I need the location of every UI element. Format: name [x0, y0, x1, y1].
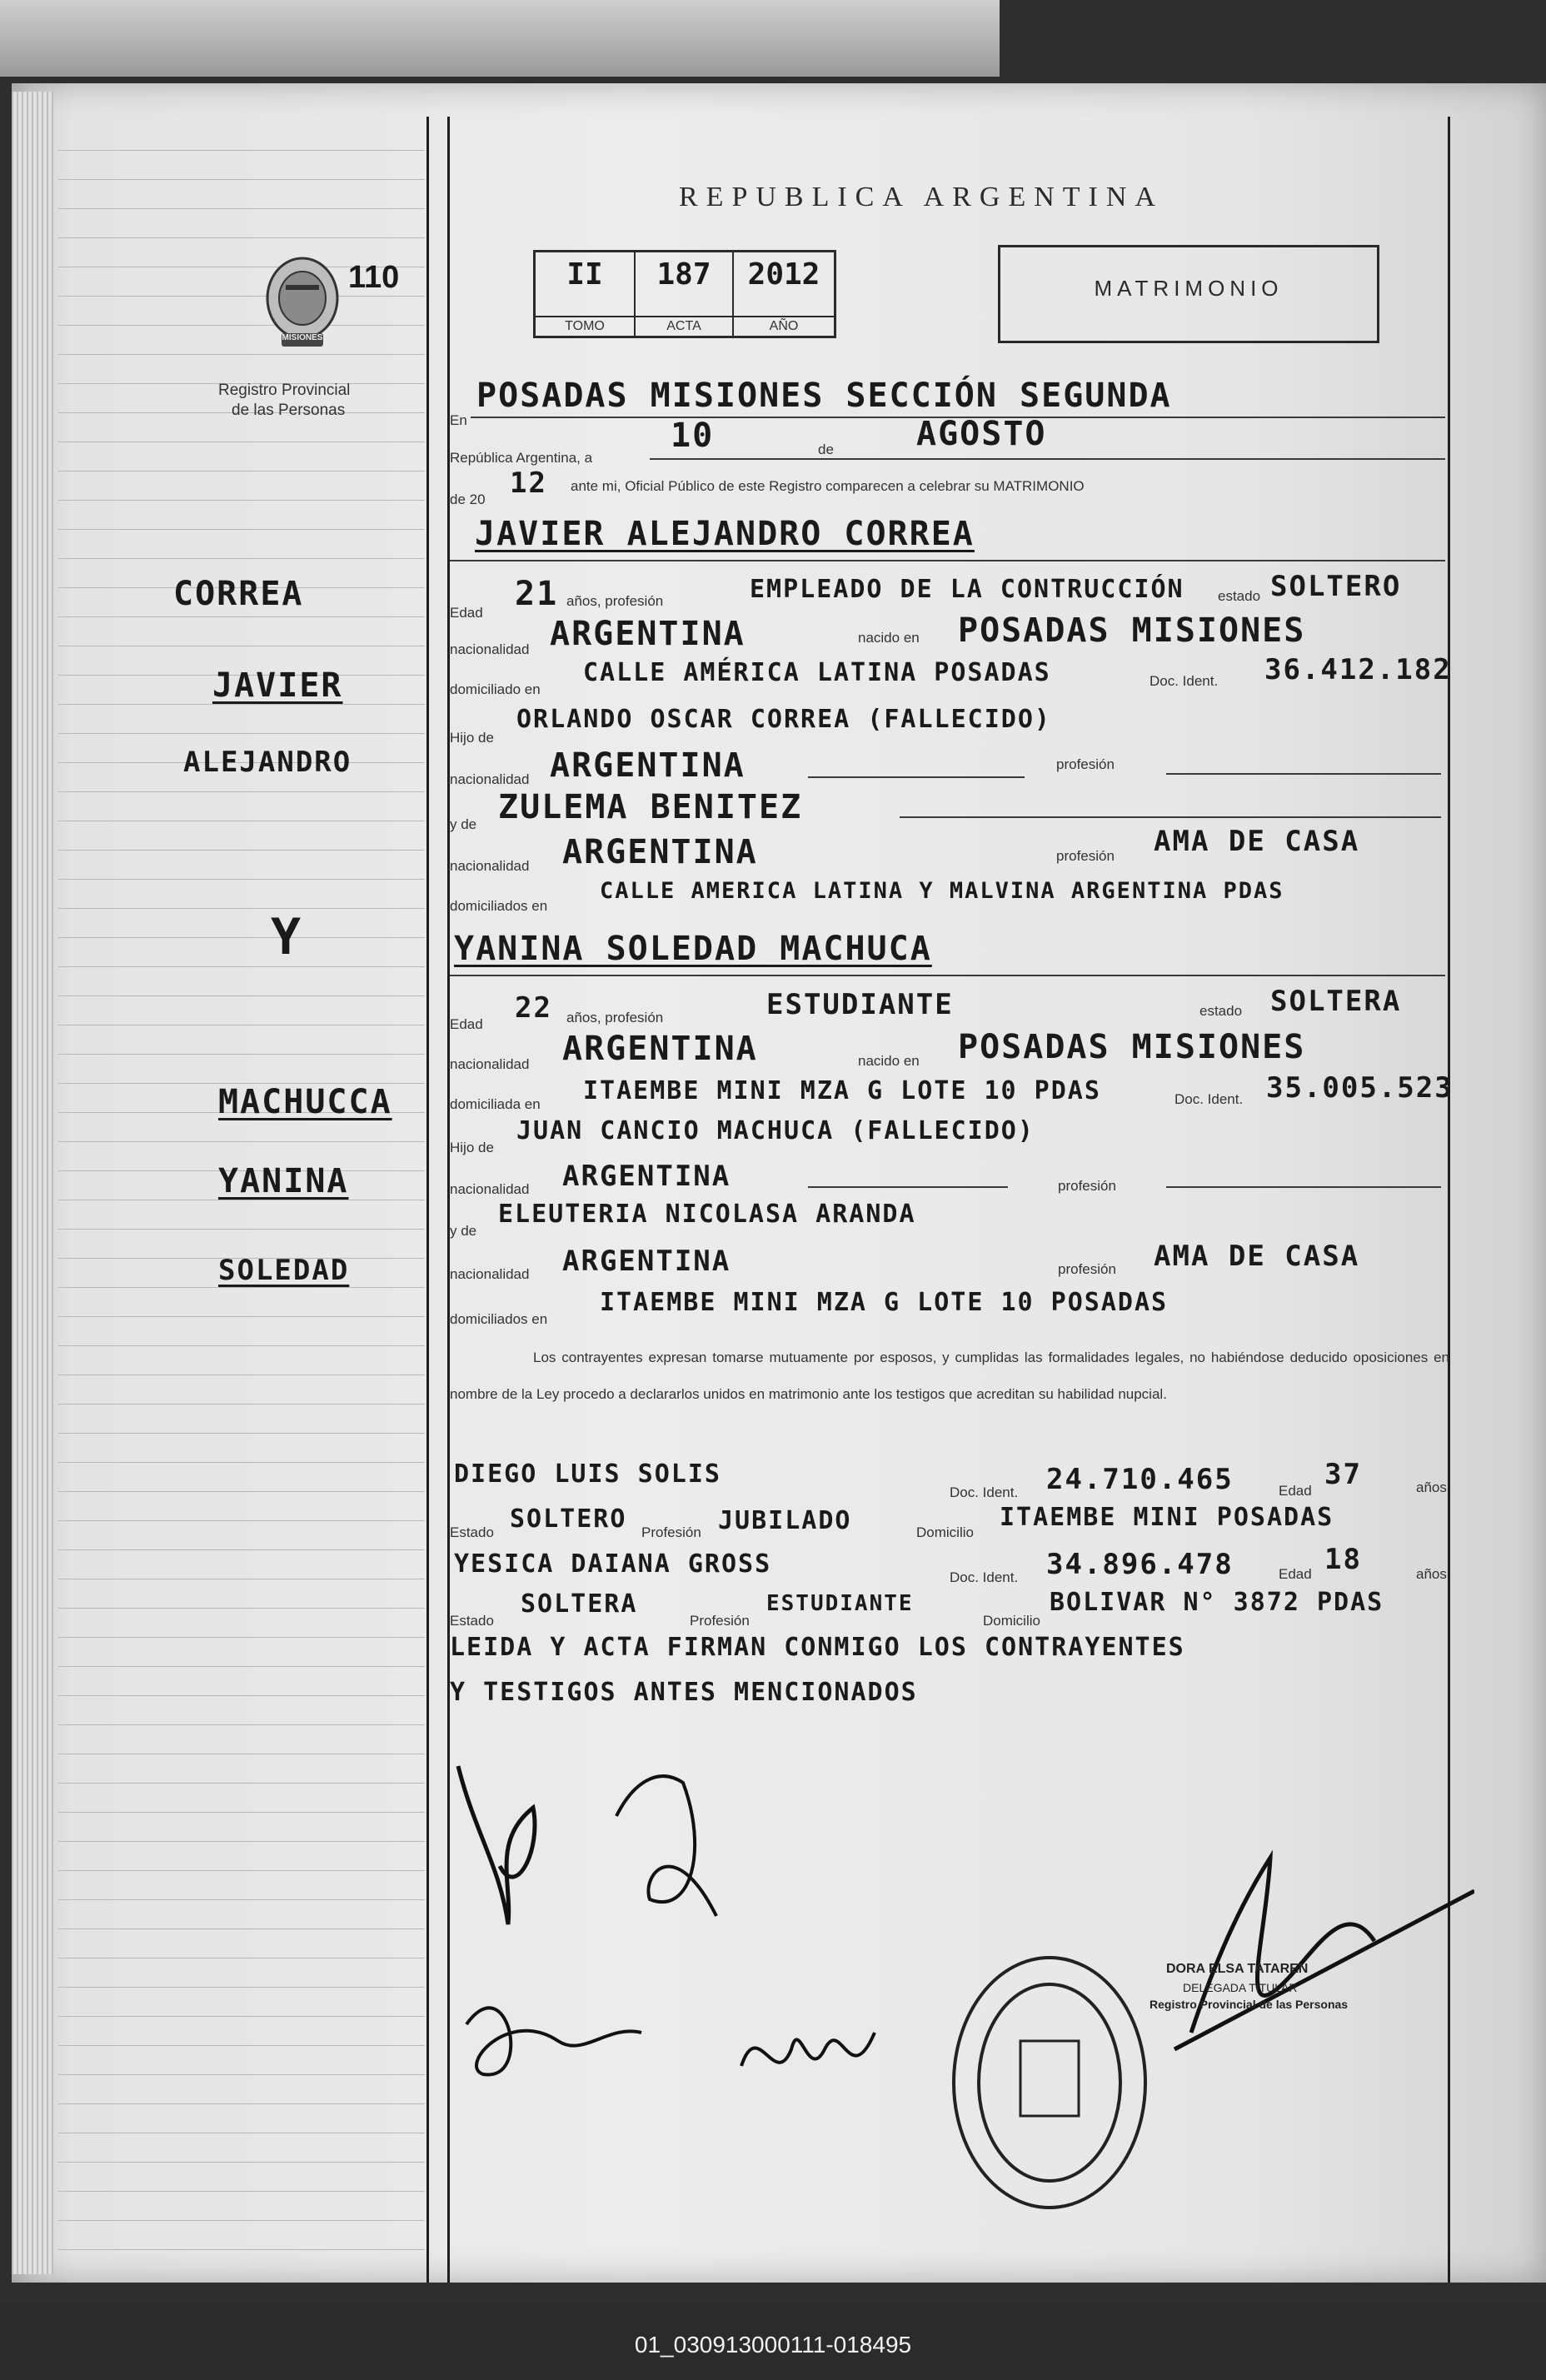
groom-mother-profession-label: profesión	[1056, 848, 1115, 864]
year-prefix: de 20	[450, 491, 486, 507]
witness1-edad-label: Edad	[1279, 1483, 1312, 1499]
officer-registry: Registro Provincial de las Personas	[1150, 1998, 1349, 2011]
witness2-doc-label: Doc. Ident.	[950, 1569, 1019, 1585]
ceremony-month: AGOSTO	[916, 415, 1047, 453]
bride-domiciliados-label: domiciliados en	[450, 1311, 548, 1327]
witness2-profesion-label: Profesión	[690, 1613, 750, 1629]
witness2-doc: 34.896.478	[1046, 1548, 1234, 1581]
margin-ruled-line	[58, 879, 425, 880]
margin-ruled-line	[58, 1054, 425, 1055]
margin-groom-surname: CORREA	[173, 575, 304, 613]
bride-mother-nationality: ARGENTINA	[562, 1245, 731, 1278]
groom-profession: EMPLEADO DE LA CONTRUCCIÓN	[750, 575, 1184, 604]
ceremony-place: POSADAS MISIONES SECCIÓN SEGUNDA	[476, 377, 1172, 415]
margin-ruled-line	[58, 1316, 425, 1317]
margin-ruled-line	[58, 937, 425, 938]
margin-ruled-line	[58, 1812, 425, 1813]
groom-doc: 36.412.182	[1264, 653, 1452, 686]
bride-doc-label: Doc. Ident.	[1174, 1091, 1244, 1107]
scan-id: 01_030913000111-018495	[634, 2332, 912, 2358]
groom-nacido-label: nacido en	[858, 630, 920, 646]
margin-bride-surname: MACHUCCA	[218, 1083, 392, 1121]
witness2-domicilio-label: Domicilio	[983, 1613, 1040, 1629]
republica-label: República Argentina, a	[450, 450, 593, 466]
officer-title: DELEGADA TITULAR	[1183, 1981, 1298, 1994]
page-stack-edges	[12, 92, 53, 2274]
groom-father-profession-label: profesión	[1056, 756, 1115, 772]
witness2-status: SOLTERA	[521, 1589, 638, 1619]
margin-ruled-line	[58, 179, 425, 180]
groom-father: ORLANDO OSCAR CORREA (FALLECIDO)	[516, 705, 1051, 734]
bride-hijo-label: Hijo de	[450, 1140, 494, 1155]
declaration-paragraph: Los contrayentes expresan tomarse mutuamente por esposos, y cumplidas las formalidades legales, no habiéndose deducido oposiciones en nombre de la Ley procedo a declararlos unidos en matrimonio ante los testigos que acreditan su habilidad nupcial.	[450, 1350, 1449, 1402]
bride-mother-profession: AMA DE CASA	[1154, 1240, 1360, 1273]
margin-ruled-line	[58, 1666, 425, 1667]
groom-parents-address: CALLE AMERICA LATINA Y MALVINA ARGENTINA PDAS	[600, 878, 1284, 904]
bride-mother-nac-label: nacionalidad	[450, 1266, 530, 1282]
groom-domiciliados-label: domiciliados en	[450, 898, 548, 914]
groom-profesion-label: años, profesión	[566, 593, 664, 609]
registry-name-line2: de las Personas	[232, 402, 346, 419]
margin-ruled-line	[58, 1491, 425, 1492]
scan-footer	[0, 2303, 1546, 2380]
margin-ruled-line	[58, 1870, 425, 1871]
officer-name: DORA ELSA TATAREN	[1166, 1962, 1309, 1976]
bride-status: SOLTERA	[1270, 985, 1402, 1018]
registry-stamp	[954, 1958, 1145, 2208]
margin-ruled-line	[58, 733, 425, 734]
witness1-age: 37	[1324, 1458, 1362, 1491]
registry-name-line1: Registro Provincial	[218, 382, 351, 399]
margin-ruled-line	[58, 2074, 425, 2075]
groom-domiciliado-label: domiciliado en	[450, 681, 541, 697]
margin-bride-name2: SOLEDAD	[218, 1254, 350, 1287]
signatures-area	[441, 1733, 1474, 2233]
margin-ruled-line	[58, 1695, 425, 1696]
margin-ruled-line	[58, 1928, 425, 1929]
groom-hijo-label: Hijo de	[450, 730, 494, 746]
margin-ruled-line	[58, 1987, 425, 1988]
groom-yde-label: y de	[450, 816, 477, 832]
margin-ruled-line	[58, 908, 425, 909]
bride-profesion-label: años, profesión	[566, 1010, 664, 1025]
bride-age: 22	[515, 991, 552, 1025]
margin-ruled-line	[58, 1229, 425, 1230]
groom-address: CALLE AMÉRICA LATINA POSADAS	[583, 658, 1051, 687]
margin-ruled-line	[58, 1345, 425, 1346]
country-heading: REPUBLICA ARGENTINA	[679, 182, 1164, 212]
margin-ruled-line	[58, 471, 425, 472]
tomo-cell	[536, 252, 636, 336]
margin-ruled-line	[58, 2016, 425, 2017]
ano-label: AÑO	[769, 319, 799, 333]
ano-value: 2012	[747, 257, 820, 292]
officer-signature	[1174, 1858, 1474, 2049]
bride-father-nac-label: nacionalidad	[450, 1181, 530, 1197]
witness1-profession: JUBILADO	[718, 1506, 852, 1535]
tomo-value: II	[566, 257, 603, 292]
margin-ruled-line	[58, 2191, 425, 2192]
margin-ruled-line	[58, 616, 425, 617]
groom-mother-nationality: ARGENTINA	[562, 833, 758, 871]
page-number: 110	[348, 260, 400, 295]
groom-mother-profession: AMA DE CASA	[1154, 825, 1360, 858]
margin-ruled-line	[58, 354, 425, 355]
tomo-label: TOMO	[565, 319, 605, 333]
margin-ruled-line	[58, 1783, 425, 1784]
groom-nacionalidad-label: nacionalidad	[450, 641, 530, 657]
witness1-anos-label: años	[1416, 1479, 1447, 1495]
margin-ruled-line	[58, 500, 425, 501]
witness2-anos-label: años	[1416, 1566, 1447, 1582]
provincial-seal	[257, 250, 348, 358]
bride-yde-label: y de	[450, 1223, 477, 1239]
bride-signature	[616, 1776, 716, 1916]
margin-ruled-line	[58, 150, 425, 151]
underlying-paper	[0, 0, 1000, 77]
margin-ruled-line	[58, 850, 425, 851]
bride-address: ITAEMBE MINI MZA G LOTE 10 PDAS	[583, 1076, 1101, 1105]
margin-ruled-line	[58, 1520, 425, 1521]
bride-birthplace: POSADAS MISIONES	[958, 1028, 1306, 1066]
acta-label: ACTA	[666, 319, 701, 333]
ano-cell	[734, 252, 834, 336]
margin-ruled-line	[58, 1433, 425, 1434]
witness1-estado-label: Estado	[450, 1524, 494, 1540]
groom-age: 21	[515, 575, 559, 613]
margin-ruled-line	[58, 995, 425, 996]
margin-ruled-line	[58, 1287, 425, 1288]
groom-father-nac-label: nacionalidad	[450, 771, 530, 787]
margin-ruled-line	[58, 529, 425, 530]
witness1-signature	[466, 2008, 641, 2074]
groom-father-nationality: ARGENTINA	[550, 746, 746, 785]
bride-domiciliada-label: domiciliada en	[450, 1096, 541, 1112]
witness1-name: DIEGO LUIS SOLIS	[454, 1459, 721, 1489]
margin-ruled-line	[58, 1549, 425, 1550]
bride-edad-label: Edad	[450, 1016, 483, 1032]
margin-ruled-line	[58, 966, 425, 967]
groom-full-name: JAVIER ALEJANDRO CORREA	[475, 515, 975, 553]
margin-ruled-line	[58, 208, 425, 209]
margin-ruled-line	[58, 237, 425, 238]
bride-parents-address: ITAEMBE MINI MZA G LOTE 10 POSADAS	[600, 1288, 1169, 1317]
margin-ruled-line	[58, 1608, 425, 1609]
margin-ruled-line	[58, 2045, 425, 2046]
de-label: de	[818, 442, 834, 457]
left-column-divider	[426, 117, 429, 2283]
bride-mother: ELEUTERIA NICOLASA ARANDA	[498, 1200, 916, 1229]
bride-doc: 35.005.523	[1266, 1071, 1454, 1105]
bride-estado-label: estado	[1199, 1003, 1243, 1019]
margin-groom-name2: ALEJANDRO	[183, 746, 352, 779]
witness2-profession: ESTUDIANTE	[766, 1591, 914, 1616]
closing-line1: LEIDA Y ACTA FIRMAN CONMIGO LOS CONTRAYENTES	[450, 1633, 1185, 1662]
bride-father-nationality: ARGENTINA	[562, 1160, 731, 1193]
en-label: En	[450, 412, 467, 428]
margin-bride-name1: YANINA	[218, 1162, 349, 1200]
witness1-doc: 24.710.465	[1046, 1463, 1234, 1496]
witness2-edad-label: Edad	[1279, 1566, 1312, 1582]
groom-estado-label: estado	[1218, 588, 1261, 604]
margin-ruled-line	[58, 1841, 425, 1842]
witness2-estado-label: Estado	[450, 1613, 494, 1629]
margin-ruled-line	[58, 1404, 425, 1405]
closing-line2: Y TESTIGOS ANTES MENCIONADOS	[450, 1678, 918, 1707]
bride-nationality: ARGENTINA	[562, 1030, 758, 1068]
bride-father-profession-label: profesión	[1058, 1178, 1116, 1194]
witness1-doc-label: Doc. Ident.	[950, 1484, 1019, 1500]
witness2-name: YESICA DAIANA GROSS	[454, 1549, 772, 1579]
acta-value: 187	[656, 257, 711, 292]
bride-nacionalidad-label: nacionalidad	[450, 1056, 530, 1072]
groom-birthplace: POSADAS MISIONES	[958, 611, 1306, 650]
bride-father: JUAN CANCIO MACHUCA (FALLECIDO)	[516, 1116, 1035, 1145]
margin-ruled-line	[58, 1724, 425, 1725]
bride-nacido-label: nacido en	[858, 1053, 920, 1069]
groom-mother: ZULEMA BENITEZ	[498, 788, 803, 826]
margin-connector: Y	[271, 908, 303, 966]
year-suffix: 12	[510, 467, 547, 500]
margin-ruled-line	[58, 296, 425, 297]
witness1-status: SOLTERO	[510, 1504, 627, 1534]
margin-ruled-line	[58, 558, 425, 559]
margin-ruled-line	[58, 2220, 425, 2221]
groom-doc-label: Doc. Ident.	[1150, 673, 1219, 689]
groom-signature	[458, 1766, 535, 1924]
margin-ruled-line	[58, 1141, 425, 1142]
margin-ruled-line	[58, 1462, 425, 1463]
witness1-domicilio-label: Domicilio	[916, 1524, 974, 1540]
officer-text: ante mi, Oficial Público de este Registro comparecen a celebrar su MATRIMONIO	[571, 478, 1085, 494]
acta-cell	[636, 252, 734, 336]
margin-ruled-line	[58, 325, 425, 326]
bride-profession: ESTUDIANTE	[766, 988, 954, 1021]
groom-mother-nac-label: nacionalidad	[450, 858, 530, 874]
tomo-acta-ano-box	[533, 250, 836, 338]
act-type-box	[998, 245, 1379, 343]
margin-ruled-line	[58, 2103, 425, 2104]
margin-ruled-line	[58, 1899, 425, 1900]
margin-ruled-line	[58, 2249, 425, 2250]
witness1-profesion-label: Profesión	[641, 1524, 701, 1540]
bride-mother-profession-label: profesión	[1058, 1261, 1116, 1277]
act-type: MATRIMONIO	[1094, 276, 1284, 301]
witness2-age: 18	[1324, 1543, 1362, 1576]
margin-ruled-line	[58, 2162, 425, 2163]
bride-full-name: YANINA SOLEDAD MACHUCA	[454, 930, 932, 968]
seal-label: MISIONES	[282, 333, 323, 342]
witness1-address: ITAEMBE MINI POSADAS	[1000, 1503, 1334, 1532]
witness2-signature	[741, 2033, 875, 2066]
margin-ruled-line	[58, 1637, 425, 1638]
groom-edad-label: Edad	[450, 605, 483, 621]
groom-status: SOLTERO	[1270, 570, 1402, 603]
witness2-address: BOLIVAR N° 3872 PDAS	[1050, 1588, 1384, 1617]
margin-groom-name1: JAVIER	[212, 666, 343, 705]
margin-ruled-line	[58, 791, 425, 792]
ceremony-day: 10	[671, 417, 715, 455]
groom-nationality: ARGENTINA	[550, 615, 746, 653]
